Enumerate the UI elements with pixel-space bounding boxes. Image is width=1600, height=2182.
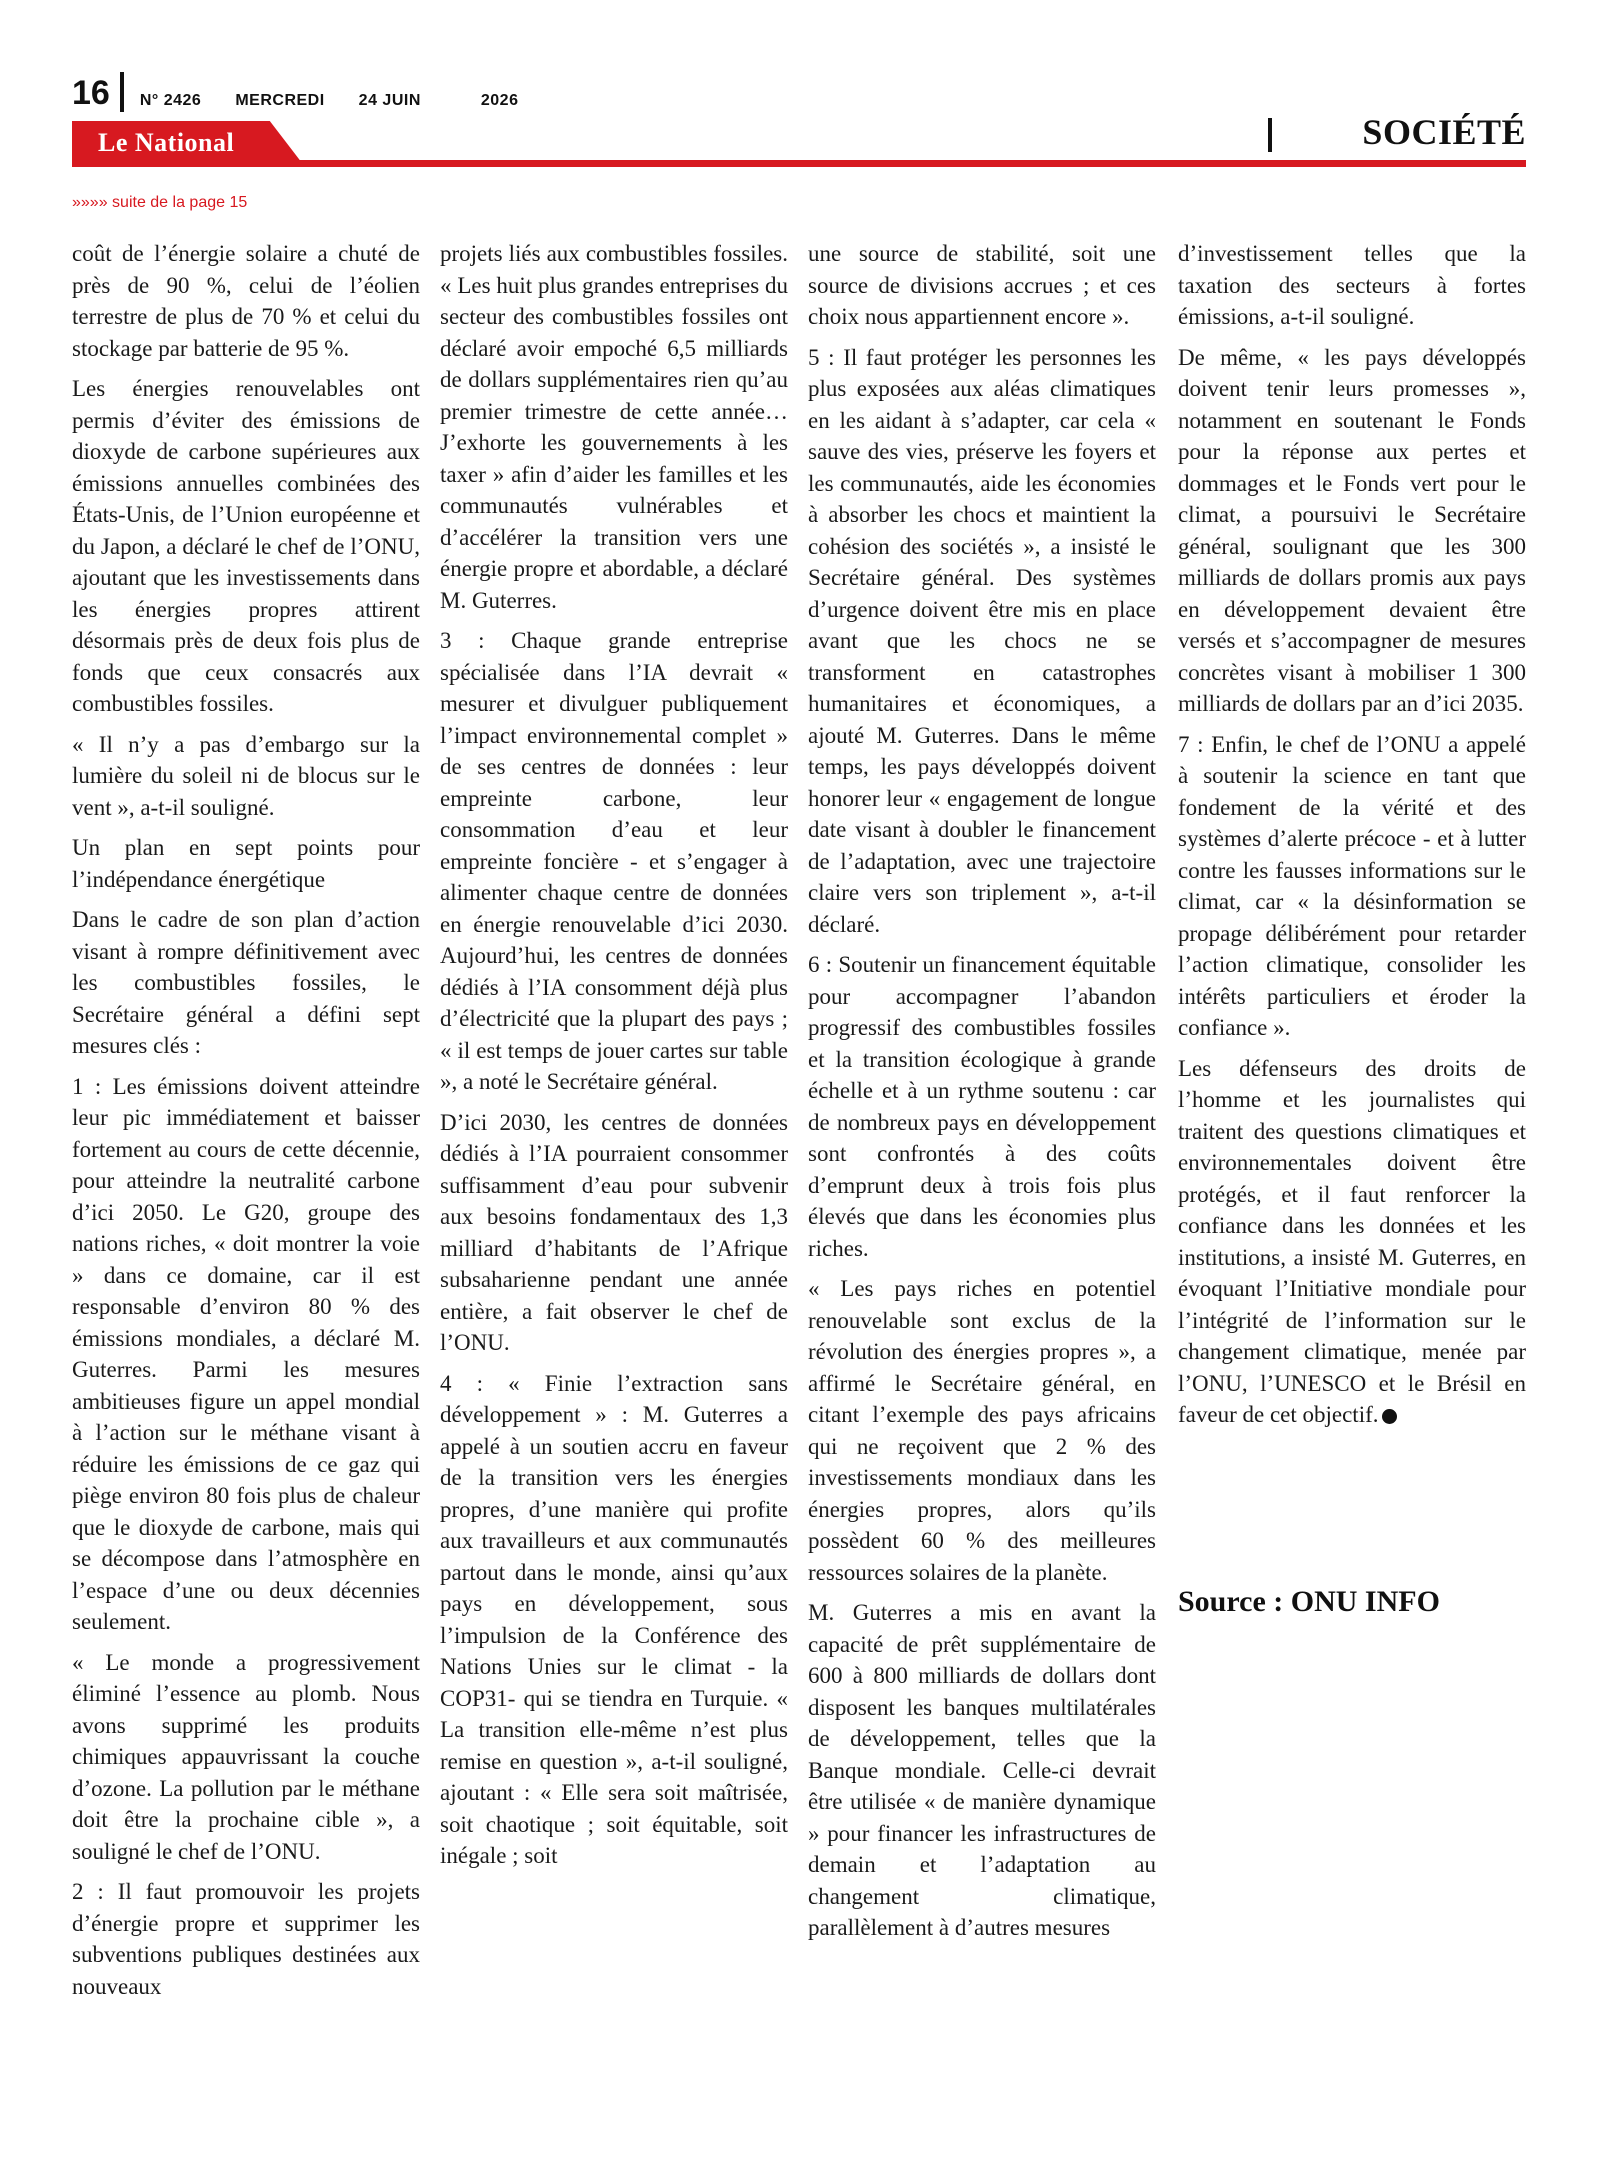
end-of-article-icon: [1382, 1409, 1397, 1424]
continued-from-note: »»»» suite de la page 15: [72, 194, 248, 211]
newspaper-logo: Le National: [98, 128, 235, 157]
paragraph: 1 : Les émissions doivent atteindre leur pic immédiatement et baisser fortement au cours de cette décennie, pour atteindre la neutralité carbone d’ici 2050. Le G20, groupe des nations riches, « doit montrer la voie » dans ce domaine, car il est responsable d’environ 80 % des émissions mondiales, a déclaré M. Guterres. Parmi les mesures ambitieuses figure un appel mondial à l’action sur le méthane visant à réduire les émissions de ce gaz qui piège environ 80 fois plus de chaleur que le dioxyde de carbone, mais qui se décompose dans l’atmosphère en l’espace d’une ou deux décennies seulement.: [72, 1073, 420, 1634]
paragraph: projets liés aux combustibles fossiles. « Les huit plus grandes entreprises du secteur des combustibles fossiles ont déclaré avoir empoché 6,5 milliards de dollars supplémentaires rien qu’au premier trimestre de cette année… J’exhorte les gouvernements à les taxer » afin d’aider les familles et les communautés vulnérables et d’accélérer la transition vers une énergie propre et abordable, a déclaré M. Guterres.: [440, 241, 788, 613]
header-divider: [120, 72, 124, 112]
article-source: Source : ONU INFO: [1178, 1585, 1440, 1618]
page-header: [72, 66, 552, 112]
header-rule: [72, 160, 1526, 167]
article-column-1: [72, 238, 420, 2011]
paragraph: Les énergies renouvelables ont permis d’éviter des émissions de dioxyde de carbone supérieures aux émissions annuelles combinées des États-Unis, de l’Union européenne et du Japon, a déclaré le chef de l’ONU, ajoutant que les investissements dans les énergies propres attirent désormais près de deux fois plus de fonds que ceux consacrés aux combustibles fossiles.: [72, 376, 420, 716]
paragraph: « Il n’y a pas d’embargo sur la lumière du soleil ni de blocus sur le vent », a-t-il souligné.: [72, 731, 420, 820]
paragraph: M. Guterres a mis en avant la capacité de prêt supplémentaire de 600 à 800 milliards de dollars dont disposent les banques multilatérales de développement, telles que la Banque mondiale. Celle-ci devrait être utilisée « de manière dynamique » pour financer les infrastructures de demain et l’adaptation au changement climatique, parallèlement à d’autres mesures: [808, 1600, 1156, 1940]
article-column-2: [440, 238, 788, 1881]
paragraph: « Le monde a progressivement éliminé l’essence au plomb. Nous avons supprimé les produits chimiques appauvrissant la couche d’ozone. La pollution par le méthane doit être la prochaine cible », a souligné le chef de l’ONU.: [72, 1649, 420, 1864]
issue-year: 2026: [480, 92, 519, 109]
paragraph: D’ici 2030, les centres de données dédiés à l’IA pourraient consommer suffisamment d’eau pour subvenir aux besoins fondamentaux des 1,3 milliard d’habitants de l’Afrique subsaharienne pendant une année entière, a fait observer le chef de l’ONU.: [440, 1109, 788, 1355]
issue-number: N° 2426: [139, 92, 202, 109]
issue-day: MERCREDI: [235, 92, 325, 109]
section-divider: [1268, 118, 1272, 152]
paragraph: « Les pays riches en potentiel renouvelable sont exclus de la révolution des énergies propres », a affirmé le Secrétaire général, en citant l’exemple des pays africains qui ne reçoivent que 2 % des investissements mondiaux dans les énergies propres, alors qu’ils possèdent 60 % des meilleures ressources solaires de la planète.: [808, 1276, 1156, 1585]
paragraph: 5 : Il faut protéger les personnes les plus exposées aux aléas climatiques en les aidant à s’adapter, car cela « sauve des vies, préserve les foyers et les communautés, aide les économies à absorber les chocs et maintient la cohésion des sociétés », a insisté le Secrétaire général. Des systèmes d’urgence doivent être mis en place avant que les chocs ne se transforment en catastrophes humanitaires et économiques, a ajouté M. Guterres. Dans le même temps, les pays développés doivent honorer leur « engagement de longue date visant à doubler le financement de l’adaptation, avec une trajectoire claire vers son triplement », a-t-il déclaré.: [808, 344, 1156, 937]
article-column-4: [1178, 238, 1526, 1440]
section-title: SOCIÉTÉ: [1362, 112, 1526, 152]
paragraph-text: Les défenseurs des droits de l’homme et les journalistes qui traitent des questions climatiques et environnementales doivent être protégés, et il faut renforcer la confiance dans les données et les institutions, a insisté M. Guterres, en évoquant l’Initiative mondiale pour l’intégrité de l’information sur le changement climatique, menée par l’ONU, l’UNESCO et le Brésil en faveur de cet objectif.: [1178, 1055, 1526, 1427]
paragraph: 4 : « Finie l’extraction sans développement » : M. Guterres a appelé à un soutien accru en faveur de la transition vers les énergies propres, d’une manière qui profite aux travailleurs et aux communautés partout dans le monde, ainsi qu’aux pays en développement, sous l’impulsion de la Conférence des Nations Unies sur le climat - la COP31- qui se tiendra en Turquie. « La transition elle-même n’est plus remise en question », a-t-il souligné, ajoutant : « Elle sera soit maîtrisée, soit chaotique ; soit équitable, soit inégale ; soit: [440, 1370, 788, 1868]
article-column-3: [808, 238, 1156, 1953]
paragraph: 2 : Il faut promouvoir les projets d’énergie propre et supprimer les subventions publiques destinées aux nouveaux: [72, 1879, 420, 1999]
subheading: Un plan en sept points pour l’indépendance énergétique: [72, 835, 420, 892]
paragraph: De même, « les pays développés doivent tenir leurs promesses », notamment en soutenant le Fonds pour la réponse aux pertes et dommages et le Fonds vert pour le climat, a poursuivi le Secrétaire général, soulignant que les 300 milliards de dollars promis aux pays en développement devaient être versés et s’accompagner de mesures concrètes visant à mobiliser 1 300 milliards de dollars par an d’ici 2035.: [1178, 344, 1526, 716]
issue-date: 24 JUIN: [358, 92, 421, 109]
paragraph-final: [1178, 1053, 1526, 1431]
paragraph: d’investissement telles que la taxation des secteurs à fortes émissions, a-t-il souligné.: [1178, 241, 1526, 329]
paragraph: coût de l’énergie solaire a chuté de près de 90 %, celui de l’éolien terrestre de plus de 70 % et celui du stockage par batterie de 95 %.: [72, 241, 420, 361]
paragraph: 3 : Chaque grande entreprise spécialisée dans l’IA devrait « mesurer et divulguer publiquement l’impact environnemental complet » de ses centres de données : leur empreinte carbone, leur consommation d’eau et leur empreinte foncière - et s’engager à alimenter chaque centre de données en énergie renouvelable d’ici 2030. Aujourd’hui, les centres de données dédiés à l’IA consomment déjà plus d’électricité que la plupart des pays ; « il est temps de jouer cartes sur table », a noté le Secrétaire général.: [440, 628, 788, 1094]
paragraph: une source de stabilité, soit une source de divisions accrues ; et ces choix nous appartiennent encore ».: [808, 241, 1156, 329]
paragraph: 7 : Enfin, le chef de l’ONU a appelé à soutenir la science en tant que fondement de la vérité et des systèmes d’alerte précoce - et à lutter contre les fausses informations sur le climat, car « la désinformation se propage délibérément pour retarder l’action climatique, consolider les intérêts particuliers et éroder la confiance ».: [1178, 731, 1526, 1040]
page-number: 16: [72, 74, 110, 112]
paragraph: 6 : Soutenir un financement équitable pour accompagner l’abandon progressif des combustibles fossiles et la transition écologique à grande échelle et à un rythme soutenu : car de nombreux pays en développement sont confrontés à des coûts d’emprunt deux à trois fois plus élevés que dans les économies plus riches.: [808, 952, 1156, 1261]
paragraph: Dans le cadre de son plan d’action visant à rompre définitivement avec les combustibles fossiles, le Secrétaire général a défini sept mesures clés :: [72, 907, 420, 1058]
